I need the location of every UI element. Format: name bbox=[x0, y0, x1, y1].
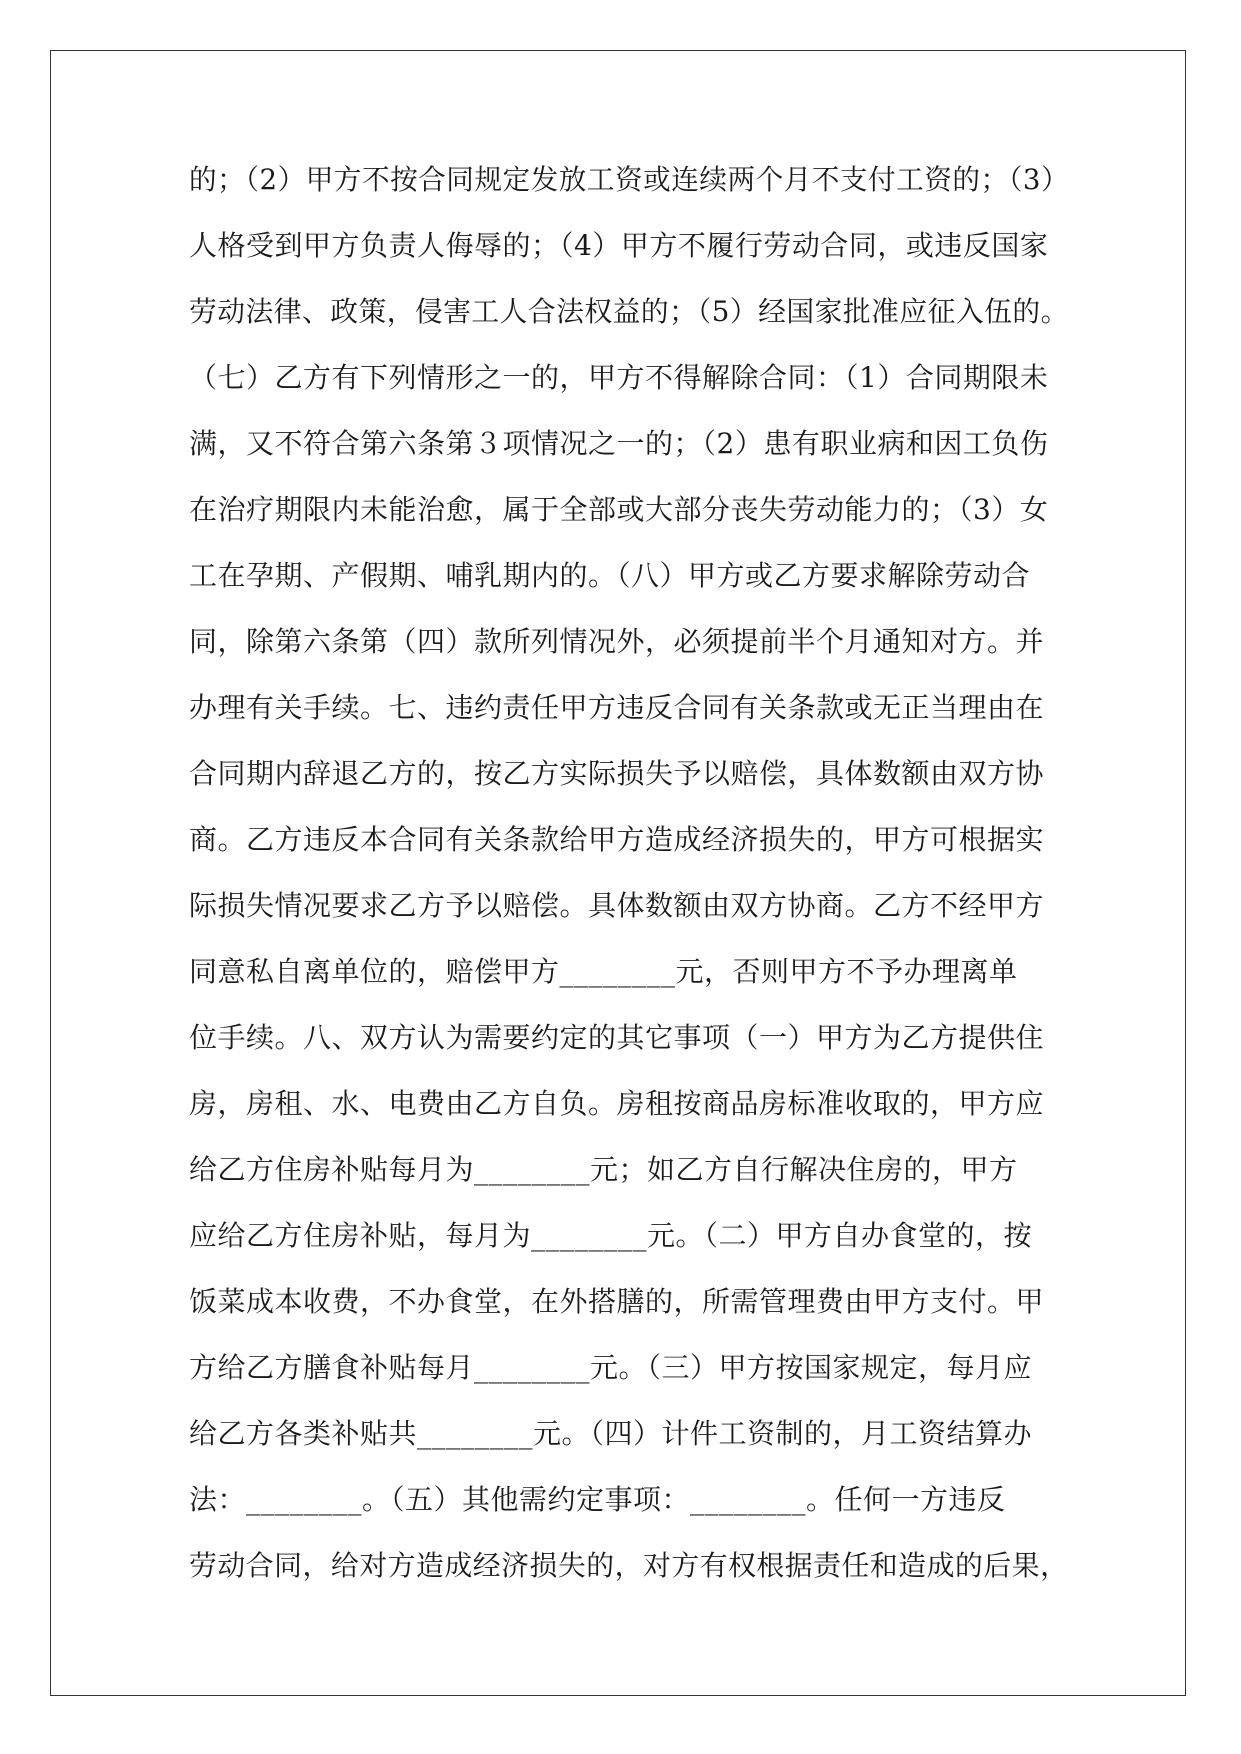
text-line: 的；（2）甲方不按合同规定发放工资或连续两个月不支付工资的；（3） bbox=[189, 163, 1070, 196]
text-line: 同意私自离单位的，赔偿甲方________元，否则甲方不予办理离单 bbox=[189, 955, 1018, 988]
text-line: 给乙方各类补贴共________元。（四）计件工资制的，月工资结算办 bbox=[189, 1417, 1033, 1450]
text-line: 应给乙方住房补贴，每月为________元。（二）甲方自办食堂的，按 bbox=[189, 1219, 1033, 1252]
text-line: 商。乙方违反本合同有关条款给甲方造成经济损失的，甲方可根据实 bbox=[189, 823, 1045, 856]
text-line: 在治疗期限内未能治愈，属于全部或大部分丧失劳动能力的；（3）女 bbox=[189, 493, 1049, 526]
text-line: 位手续。八、双方认为需要约定的其它事项（一）甲方为乙方提供住 bbox=[189, 1021, 1045, 1054]
text-line: （七）乙方有下列情形之一的，甲方不得解除合同：（1）合同期限未 bbox=[189, 361, 1049, 394]
text-line: 房，房租、水、电费由乙方自负。房租按商品房标准收取的，甲方应 bbox=[189, 1087, 1045, 1120]
text-line: 方给乙方膳食补贴每月________元。（三）甲方按国家规定，每月应 bbox=[189, 1351, 1033, 1384]
text-line: 合同期内辞退乙方的，按乙方实际损失予以赔偿，具体数额由双方协 bbox=[189, 757, 1045, 790]
text-line: 满，又不符合第六条第３项情况之一的；（2）患有职业病和因工负伤 bbox=[189, 427, 1049, 460]
text-line: 饭菜成本收费，不办食堂，在外搭膳的，所需管理费由甲方支付。甲 bbox=[189, 1285, 1045, 1318]
text-line: 给乙方住房补贴每月为________元；如乙方自行解决住房的，甲方 bbox=[189, 1153, 1018, 1186]
contract-body-text bbox=[189, 160, 1069, 1612]
text-line: 劳动法律、政策，侵害工人合法权益的；（5）经国家批准应征入伍的。 bbox=[189, 295, 1069, 328]
text-line: 工在孕期、产假期、哺乳期内的。（八）甲方或乙方要求解除劳动合 bbox=[189, 559, 1031, 592]
text-line: 际损失情况要求乙方予以赔偿。具体数额由双方协商。乙方不经甲方 bbox=[189, 889, 1045, 922]
text-line: 人格受到甲方负责人侮辱的；（4）甲方不履行劳动合同，或违反国家 bbox=[189, 229, 1049, 262]
text-line: 办理有关手续。七、违约责任甲方违反合同有关条款或无正当理由在 bbox=[189, 691, 1045, 724]
text-line: 同，除第六条第（四）款所列情况外，必须提前半个月通知对方。并 bbox=[189, 625, 1045, 658]
text-line: 劳动合同，给对方造成经济损失的，对方有权根据责任和造成的后果， bbox=[189, 1549, 1069, 1582]
text-line: 法：________。（五）其他需约定事项：________。任何一方违反 bbox=[189, 1483, 1006, 1516]
